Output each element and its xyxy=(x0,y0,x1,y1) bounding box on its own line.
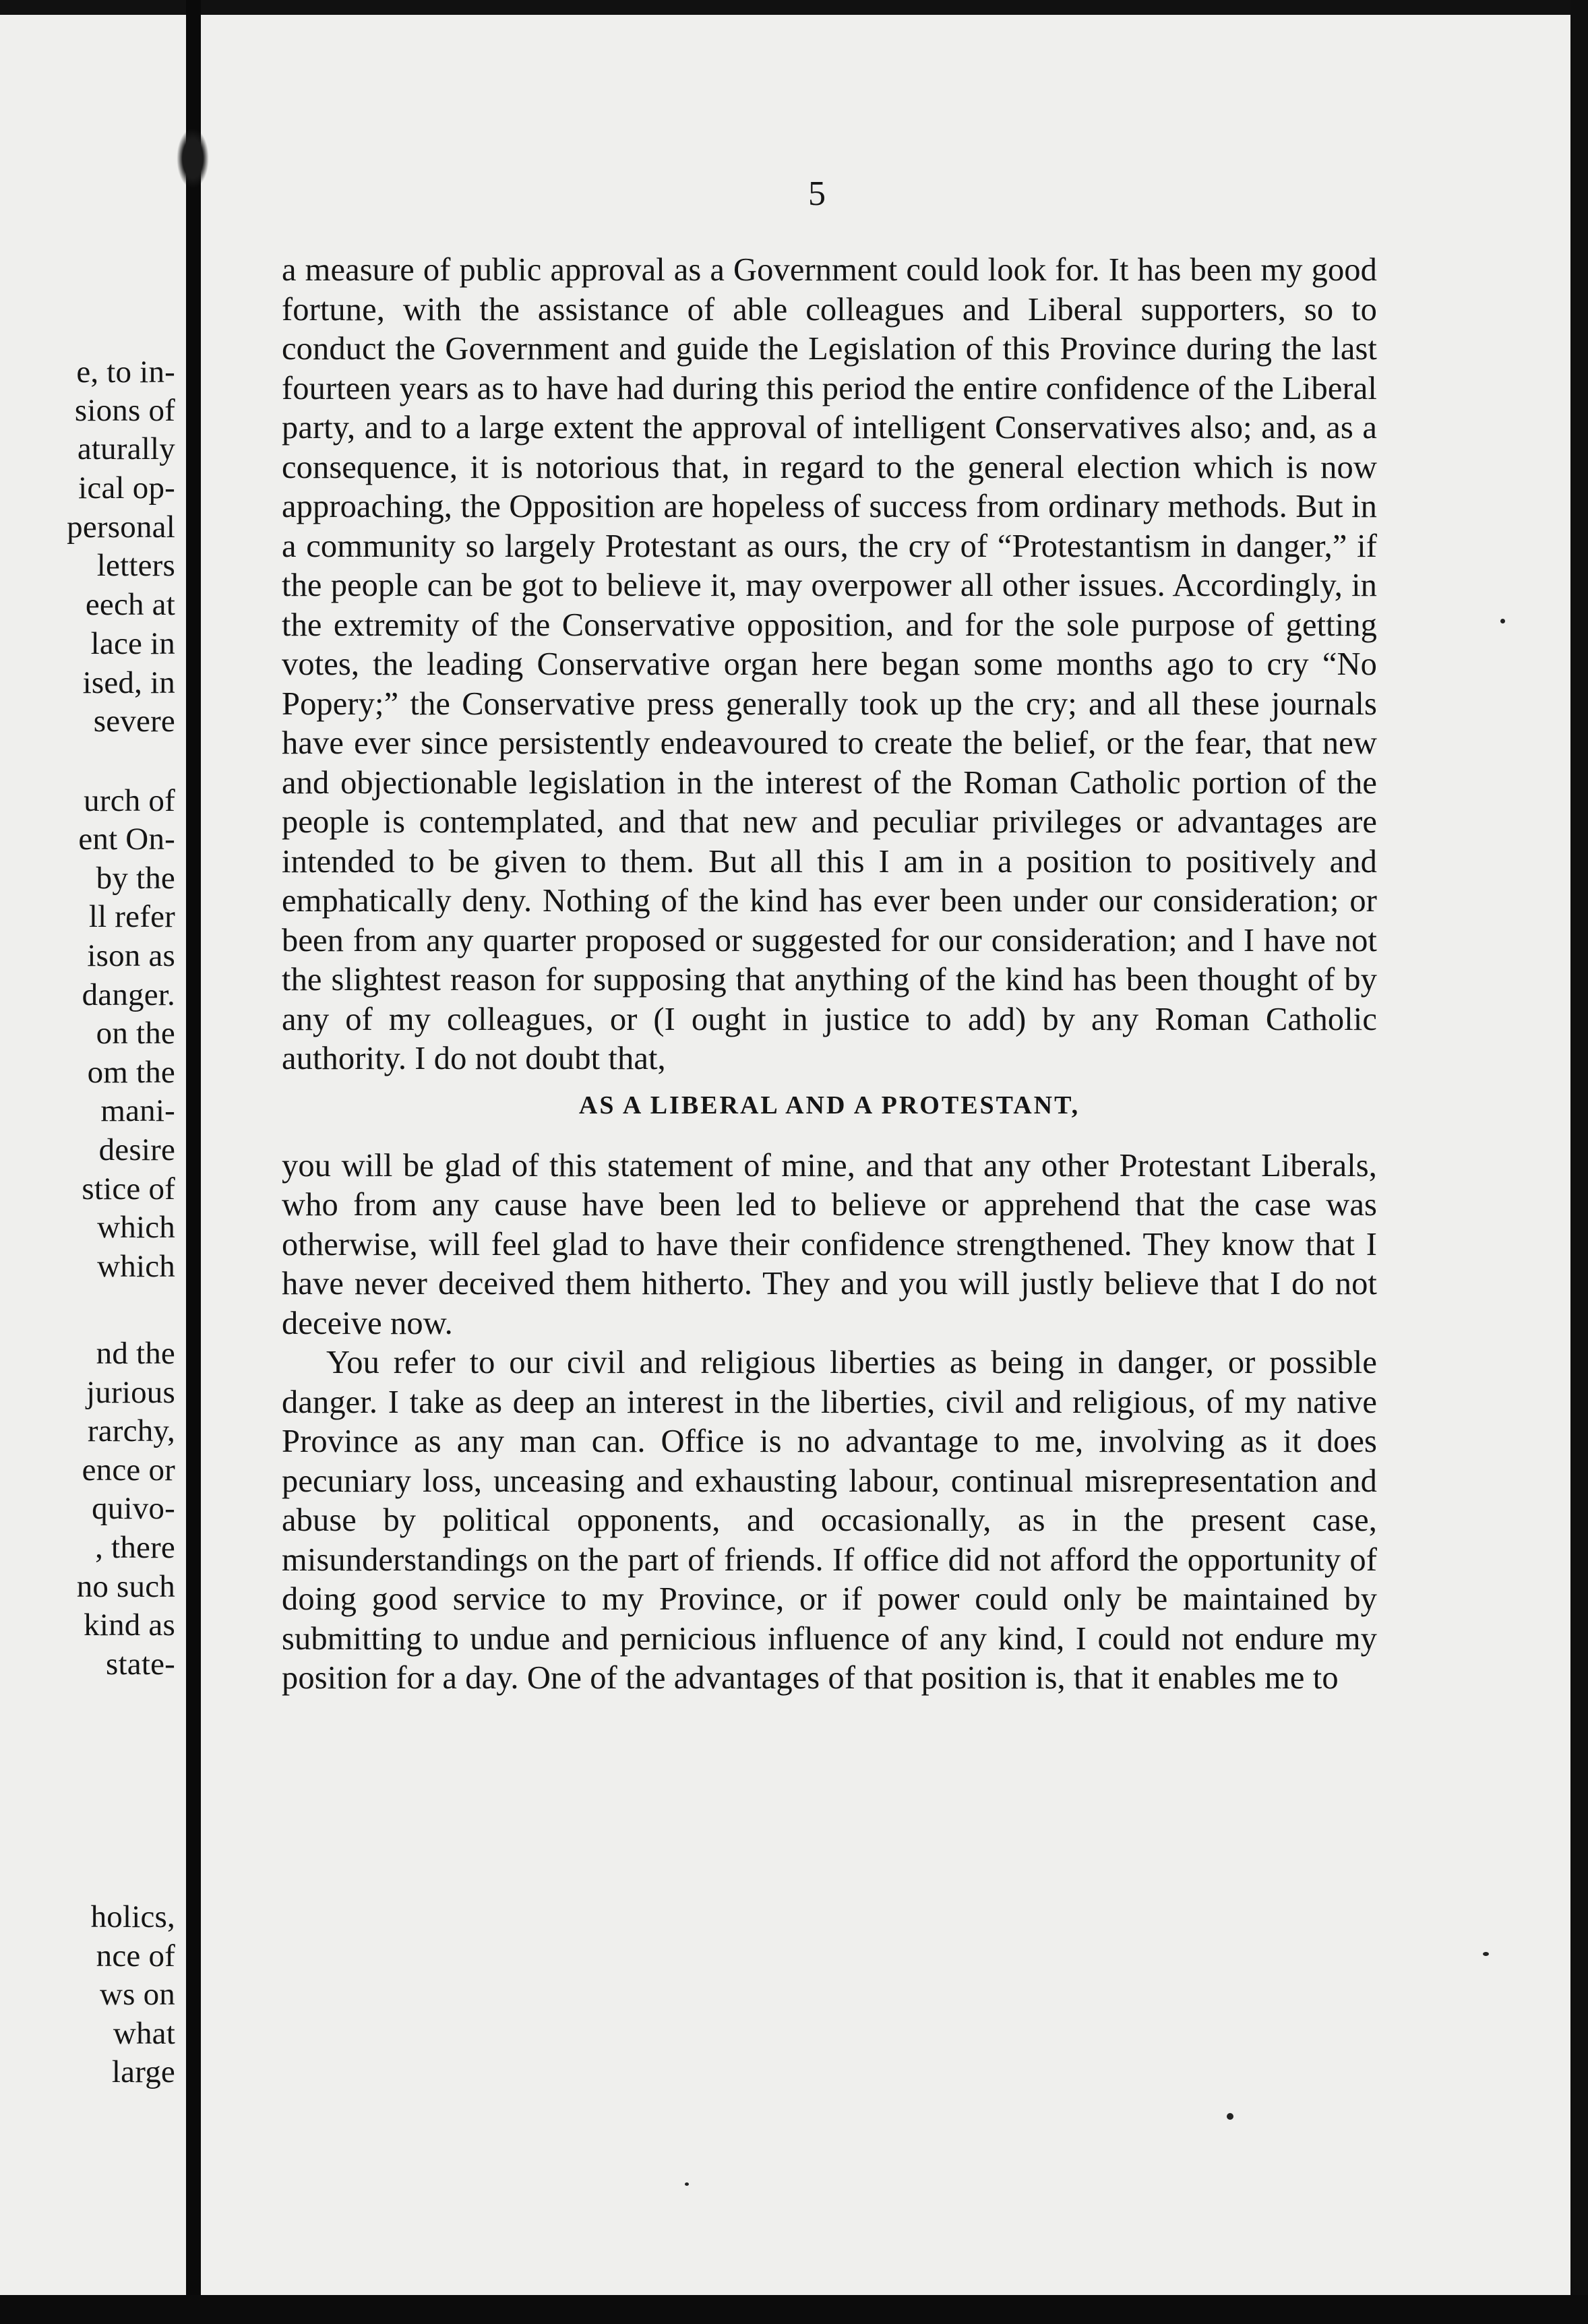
paragraph: a measure of public approval as a Government could look for. It has been my good fortune, with the assistance of able colleagues and Liberal supporters, so to conduct the Government and guide the Legislation of this Province during the last fourteen years as to have had during this period the entire confidence of the Liberal party, and to a large extent the approval of intelligent Conservatives also; and, as a consequence, it is notorious that, in regard to the general election which is now approaching, the Opposition are hopeless of success from ordinary methods. But in a community so largely Protestant as ours, the cry of “Protestantism in danger,” if the people can be got to believe it, may overpower all other issues. Accordingly, in the extremity of the Conservative opposition, and for the sole purpose of getting votes, the leading Conservative organ here began some months ago to cry “No Popery;” the Conservative press generally took up the cry; and all these journals have ever since persistently endeavoured to create the belief, or the fear, that new and objectionable legislation in the interest of the Roman Catholic portion of the people is contemplated, and that new and peculiar privileges or advantages are intended to be given to them. But all this I am in a position to positively and emphatically deny. Nothing of the kind has ever been under our consideration; or been from any quarter proposed or suggested for our consideration; and I have not the slightest reason for supposing that anything of the kind has been thought of by any of my colleagues, or (I ought in justice to add) by any Roman Catholic authority. I do not doubt that, xyxy=(282,252,1377,1076)
page-number: 5 xyxy=(808,175,826,213)
fragment-line: what xyxy=(113,2016,175,2051)
fragment-line: quivo- xyxy=(92,1491,175,1526)
scan-speck xyxy=(1500,619,1505,623)
fragment-line: sions of xyxy=(74,393,175,428)
binding-notch xyxy=(177,128,209,189)
scan-top-edge xyxy=(0,0,1588,15)
fragment-line: rarchy, xyxy=(87,1413,175,1448)
fragment-line: nce of xyxy=(96,1938,175,1974)
fragment-line: holics, xyxy=(90,1899,175,1934)
fragment-line: mani- xyxy=(100,1093,175,1128)
fragment-line: desire xyxy=(98,1132,175,1167)
scan-speck xyxy=(1227,2113,1233,2120)
fragment-line: letters xyxy=(96,548,175,583)
fragment-line: state- xyxy=(106,1647,175,1682)
fragment-line: no such xyxy=(76,1569,175,1604)
paragraph: You refer to our civil and religious liberties as being in danger, or possible danger. I take as deep an interest in the liberties, civil and religious, of my native Province as any man can. Office is no advantage to me, involving as it does pecuniary loss, unceasing and exhausting labour, continual misrepresentation and abuse by political opponents, and occasionally, as in the present case, misunderstandings on the part of friends. If office did not afford the opportunity of doing good service to my Province, or if power could only be maintained by submitting to undue and pernicious influence of any kind, I could not endure my position for a day. One of the advantages of that position is, that it enables me to xyxy=(282,1345,1377,1696)
fragment-line: eech at xyxy=(85,587,175,622)
fragment-line: lace in xyxy=(90,626,175,661)
fragment-line: personal xyxy=(67,510,175,545)
scan-speck xyxy=(685,2182,689,2186)
fragment-line: kind as xyxy=(84,1608,175,1643)
fragment-line: ence or xyxy=(82,1452,175,1488)
scan-right-edge xyxy=(1570,0,1588,2324)
fragment-line: e, to in- xyxy=(76,355,175,390)
fragment-line: which xyxy=(97,1249,175,1284)
scan-bottom-edge xyxy=(0,2295,1588,2324)
previous-page-fragments xyxy=(0,0,177,2295)
fragment-line: stice of xyxy=(82,1171,175,1206)
fragment-line: nd the xyxy=(96,1336,175,1371)
fragment-line: large xyxy=(111,2054,175,2089)
fragment-line: ent On- xyxy=(78,822,175,857)
fragment-line: ws on xyxy=(100,1977,175,2012)
fragment-line: jurious xyxy=(86,1375,175,1410)
fragment-line: on the xyxy=(96,1016,175,1051)
fragment-line: which xyxy=(97,1210,175,1245)
fragment-line: ison as xyxy=(87,938,175,973)
paragraph: you will be glad of this statement of mine, and that any other Protestant Liberals, who from any cause have been led to believe or apprehend that the case was otherwise, will feel glad to have their confidence strengthened. They know that I have never deceived them hitherto. They and you will justly believe that I do not deceive now. xyxy=(282,1147,1377,1341)
fragment-line: urch of xyxy=(84,783,175,818)
fragment-line: ll refer xyxy=(88,899,175,934)
fragment-line: ised, in xyxy=(82,665,175,700)
fragment-line: om the xyxy=(87,1055,175,1090)
fragment-line: ical op- xyxy=(78,470,175,506)
section-heading: AS A LIBERAL AND A PROTESTANT, xyxy=(578,1091,1080,1120)
fragment-line: danger. xyxy=(82,977,175,1012)
fragment-line: aturally xyxy=(77,431,175,466)
binding-gutter xyxy=(186,0,201,2295)
fragment-line: by the xyxy=(96,861,175,896)
fragment-line: , there xyxy=(95,1530,175,1565)
main-text-column xyxy=(282,251,1377,1699)
fragment-line: severe xyxy=(93,704,175,739)
scan-speck xyxy=(1483,1952,1489,1956)
